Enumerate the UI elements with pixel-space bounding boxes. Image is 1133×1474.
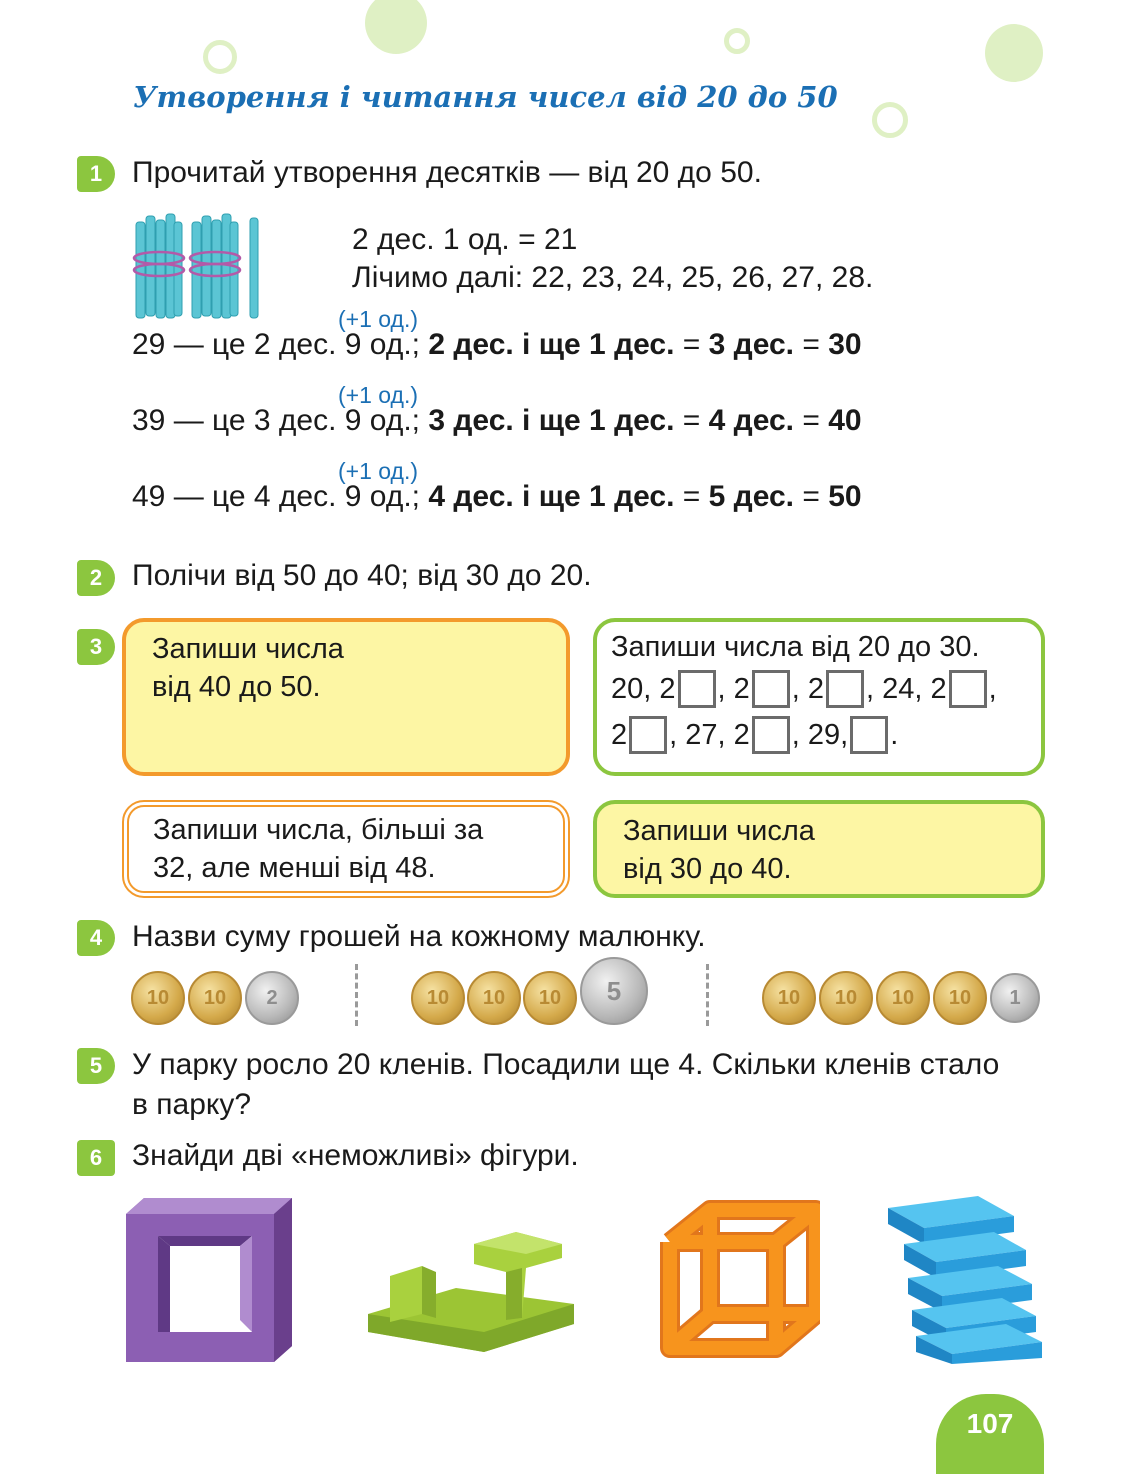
coin-1: 1 bbox=[990, 973, 1040, 1023]
task-3-box-20-30 bbox=[593, 618, 1045, 776]
coin-10: 10 bbox=[467, 971, 521, 1025]
separator bbox=[706, 964, 709, 1026]
ten-sticks-bundles-icon bbox=[130, 208, 270, 324]
coin-10: 10 bbox=[762, 971, 816, 1025]
equation-row: 39 — це 3 дес. 9 од.; 3 дес. і ще 1 дес. = 4 дес. = 40 bbox=[132, 404, 862, 437]
task-3-box-32-48 bbox=[122, 800, 570, 898]
impossible-cube-icon bbox=[648, 1196, 820, 1368]
coin-5: 5 bbox=[580, 957, 648, 1025]
task-number-2: 2 bbox=[77, 560, 115, 596]
coin-10: 10 bbox=[933, 971, 987, 1025]
box-line: від 30 до 40. bbox=[623, 853, 792, 885]
box-heading: Запиши числа від 20 до 30. bbox=[611, 631, 980, 663]
hint-plus-one: (+1 од.) bbox=[338, 382, 419, 408]
task-1-line1: 2 дес. 1 од. = 21 bbox=[352, 223, 578, 256]
coin-10: 10 bbox=[131, 971, 185, 1025]
fill-in-row-2: 2 , 27, 2 , 29, . bbox=[611, 712, 1027, 758]
impossible-square-icon bbox=[122, 1196, 294, 1366]
answer-box[interactable] bbox=[949, 670, 987, 708]
equation-row: 49 — це 4 дес. 9 од.; 4 дес. і ще 1 дес. = 5 дес. = 50 bbox=[132, 480, 862, 513]
decor-ring bbox=[872, 102, 908, 138]
hint-plus-one: (+1 од.) bbox=[338, 458, 419, 484]
task-5-text-line1: У парку росло 20 кленів. Посадили ще 4. Скільки кленів стало bbox=[132, 1048, 1000, 1081]
coin-2: 2 bbox=[245, 971, 299, 1025]
answer-box[interactable] bbox=[826, 670, 864, 708]
decor-ring bbox=[203, 40, 237, 74]
task-number-3: 3 bbox=[77, 629, 115, 665]
task-5-text-line2: в парку? bbox=[132, 1088, 252, 1121]
box-line: від 40 до 50. bbox=[152, 671, 321, 703]
task-4-text: Назви суму грошей на кожному малюнку. bbox=[132, 920, 706, 953]
task-2-text: Полічи від 50 до 40; від 30 до 20. bbox=[132, 559, 592, 592]
task-number-5: 5 bbox=[77, 1048, 115, 1084]
equation-row: 29 — це 2 дес. 9 од.; 2 дес. і ще 1 дес. = 3 дес. = 30 bbox=[132, 328, 862, 361]
task-6-text: Знайди дві «неможливі» фігури. bbox=[132, 1139, 579, 1172]
decor-circle bbox=[985, 24, 1043, 82]
task-number-6: 6 bbox=[77, 1140, 115, 1176]
box-line: 32, але менші від 48. bbox=[153, 852, 436, 884]
answer-box[interactable] bbox=[850, 716, 888, 754]
impossible-staircase-icon bbox=[886, 1194, 1046, 1366]
coin-10: 10 bbox=[188, 971, 242, 1025]
answer-box[interactable] bbox=[752, 670, 790, 708]
page-number: 107 bbox=[936, 1394, 1044, 1474]
coin-10: 10 bbox=[876, 971, 930, 1025]
decor-circle bbox=[365, 0, 427, 54]
task-3-box-40-50 bbox=[122, 618, 570, 776]
box-line: Запиши числа bbox=[623, 815, 815, 847]
impossible-step-figure-icon bbox=[366, 1228, 576, 1358]
decor-ring bbox=[724, 28, 750, 54]
answer-box[interactable] bbox=[752, 716, 790, 754]
task-number-1: 1 bbox=[77, 156, 115, 192]
task-1-text: Прочитай утворення десятків — від 20 до 50. bbox=[132, 156, 762, 189]
box-line: Запиши числа, більші за bbox=[153, 814, 484, 846]
separator bbox=[355, 964, 358, 1026]
task-1-line2: Лічимо далі: 22, 23, 24, 25, 26, 27, 28. bbox=[352, 261, 874, 294]
answer-box[interactable] bbox=[629, 716, 667, 754]
task-number-4: 4 bbox=[77, 920, 115, 956]
coin-10: 10 bbox=[411, 971, 465, 1025]
answer-box[interactable] bbox=[678, 670, 716, 708]
task-3-box-30-40 bbox=[593, 800, 1045, 898]
coin-10: 10 bbox=[523, 971, 577, 1025]
page-title: Утворення і читання чисел від 20 до 50 bbox=[133, 80, 838, 114]
coin-10: 10 bbox=[819, 971, 873, 1025]
fill-in-row-1: 20, 2 , 2 , 2 , 24, 2 , bbox=[611, 666, 1027, 712]
hint-plus-one: (+1 од.) bbox=[338, 306, 419, 332]
box-line: Запиши числа bbox=[152, 633, 344, 665]
